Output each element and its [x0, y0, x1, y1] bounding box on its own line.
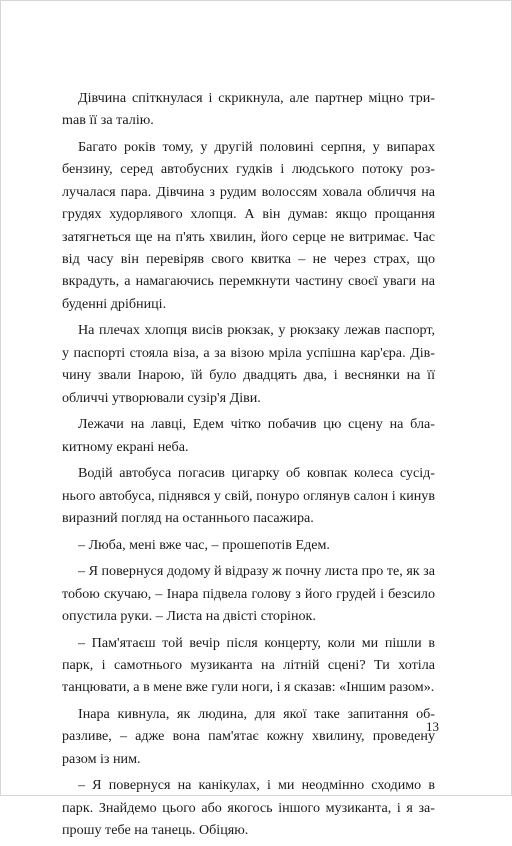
paragraph: – Я повернуся додому й відразу ж почну листа про те, як за тобою скучаю, – Інара підвела голову з його грудей і безсило опустила руки. – Листа на двісті сторінок.: [62, 563, 435, 625]
body-text: [62, 87, 435, 846]
paragraph: Дівчина спіткнулася і скрикнула, але партнер міцно триmав її за талію.: [62, 90, 435, 129]
paragraph: – Я повернуся на канікулах, і ми неодмінно сходимо в парк. Знайдемо цього або якогось іншого музиканта, і я запрошу тебе на танець. Обіцяю.: [62, 777, 435, 839]
page-number: 13: [426, 719, 439, 734]
paragraph: – Люба, мені вже час, – прошепотів Едем.: [78, 536, 330, 553]
paragraph: Багато років тому, у другій половині серпня, у випарах бензину, серед автобусних гудків і людського потоку розлучалася пара. Дівчина з рудим волоссям ховала обличчя на грудях худорлявого хлопця. А він думав: якщо прощання затягнеться ще на п'ять хвилин, його серце не витримає. Час від часу він перевіряв свого квитка – не через страх, що вкрадуть, а намагаючись перемкнути частину своєї уваги на буденні дрібниці.: [62, 139, 435, 312]
paragraph: – Пам'ятаєш той вечір після концерту, коли ми пішли в парк, і самотнього музиканта на літній сцені? Ти хотіла танцювати, а в мене вже гули ноги, і я сказав: «Іншим разом».: [62, 634, 435, 696]
paragraph: Водій автобуса погасив цигарку об ковпак колеса сусіднього автобуса, піднявся у свій, понуро оглянув салон і кинув виразний погляд на останнього пасажира.: [62, 465, 435, 527]
paragraph: Інара кивнула, як людина, для якої таке запитання образливе, – адже вона пам'ятає кожну хвилину, проведену разом із ним.: [62, 706, 435, 767]
paragraph: Лежачи на лавці, Едем чітко побачив цю сцену на блакитному екрані неба.: [62, 416, 435, 455]
paragraph: На плечах хлопця висів рюкзак, у рюкзаку лежав паспорт, у паспорті стояла віза, а за візою мріла успішна кар'єра. Дівчину звали Інарою, їй було двадцять два, і веснянки на її обличчі утворювали сузір'я Діви.: [62, 322, 435, 406]
